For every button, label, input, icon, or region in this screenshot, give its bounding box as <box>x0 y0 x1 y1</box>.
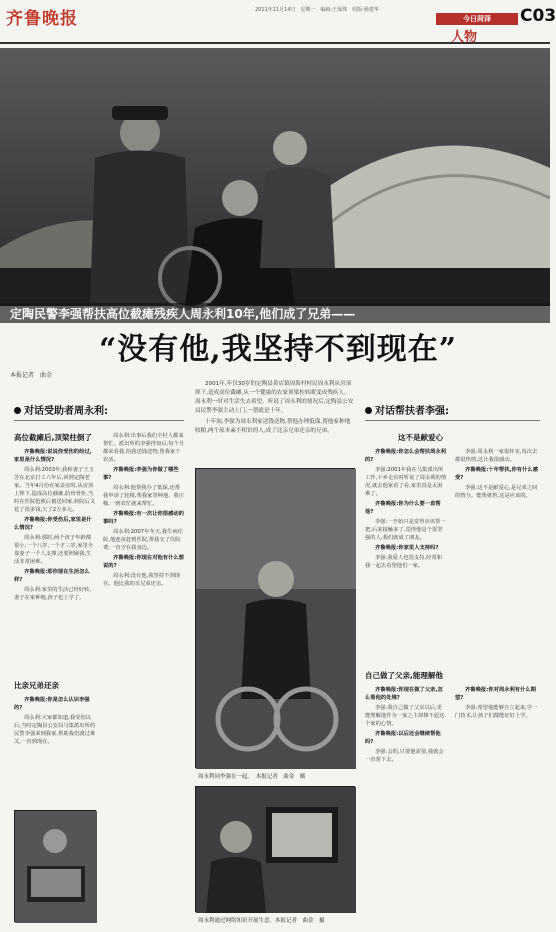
intro-paragraph: 2001年,年仅30岁的定陶县黄店镇周海村村民周永利从房顶摔下,造成高位截瘫,从一个健康的农家顶梁柱转眼变成残疾人。周永利一时对生活失去希望。听说了周永利的情况后,定陶县公安局民警李强主动上门,一帮就是十年。 <box>195 381 354 414</box>
qa-paragraph: 齐鲁晚报:你为什么要一直帮他? <box>365 501 441 515</box>
right-subheading-1: 这不是献爱心 <box>398 433 443 442</box>
right-column-2 <box>455 448 540 658</box>
photo-caption-1: 周永利同李强在一起。 本报记者 曲金 摄 <box>198 774 306 780</box>
newspaper-brand: 齐鲁晚报 <box>6 9 78 29</box>
qa-paragraph: 齐鲁晚报:十年帮扶,你有什么感受? <box>455 467 538 481</box>
intro-paragraph: 十年间,李强为周永利家送钱送物,帮他办理低保,帮他家种地收粮,两个原本素不相识的人,成了比亲兄弟还亲的兄弟。 <box>195 419 351 434</box>
qa-paragraph: 齐鲁晚报:那你现在生活怎么样? <box>14 569 90 583</box>
qa-paragraph: 李强:这不是献爱心,是兄弟之间的情分。能帮就帮,这是应该的。 <box>455 485 538 499</box>
photo-caption-2: 周永利通过网络知识开展生意。本报记者 曲金 摄 <box>198 918 325 924</box>
middle-intro <box>195 380 355 462</box>
right-section-heading: 对话帮扶者李强: <box>365 402 449 417</box>
left-section-heading: 对话受助者周永利: <box>14 402 108 417</box>
qa-paragraph: 齐鲁晚报:你家里人支持吗? <box>375 545 439 551</box>
article-title: “没有他,我坚持不到现在” <box>99 332 457 367</box>
left-column-1b <box>14 696 96 806</box>
qa-paragraph: 李强:2001年我在马集派出所工作,下乡走访时听说了周永利的情况,就去他家看了看,家里真是太困难了。 <box>365 467 447 497</box>
qa-paragraph: 齐鲁晚报:你现在做了父亲,怎么看他的处境? <box>365 687 443 701</box>
section-name: 人物 <box>451 30 478 45</box>
qa-paragraph: 周永利:2007年冬天,我生病住院,他连夜赶到医院,帮我交了住院费,一直守在我身边。 <box>103 529 183 551</box>
section-tag: 今日菏泽 <box>436 13 518 25</box>
bullet-icon <box>14 407 21 414</box>
article-byline: 本报记者 曲金 <box>10 372 53 379</box>
qa-paragraph: 齐鲁晚报:你是怎么认识李强的? <box>14 697 90 711</box>
wheelchair-photo <box>195 468 355 768</box>
left-subheading-1: 高位截瘫后,顶梁柱倒了 <box>14 433 92 442</box>
qa-paragraph: 齐鲁晚报:李强为你做了哪些事? <box>103 467 179 481</box>
bullet-icon <box>365 407 372 414</box>
qa-paragraph: 齐鲁晚报:以后还会继续帮他吗? <box>365 731 441 745</box>
qa-paragraph: 李强:我自己做了父亲以后,更能理解他作为一家之主却撑不起这个家的心情。 <box>365 705 445 727</box>
page-number: C03 <box>520 6 556 26</box>
right-column-4 <box>455 686 540 922</box>
article-subtitle: 定陶民警李强帮扶高位截瘫残疾人周永利10年,他们成了兄弟—— <box>10 307 356 321</box>
qa-paragraph: 李强:希望他能够自立起来,学一门技术,让孩子们都能好好上学。 <box>455 705 538 719</box>
divider <box>14 420 184 421</box>
qa-paragraph: 齐鲁晚报:你受伤后,家里是什么情况? <box>14 517 92 531</box>
qa-paragraph: 周永利:大家都知道,我受伤以后,当时定陶县公安局马集派出所的民警李强来到我家,帮助我们渡过难关,一直到现在。 <box>14 715 96 745</box>
qa-paragraph: 齐鲁晚报:你现在对他有什么想说的? <box>103 555 184 569</box>
qa-paragraph: 周永利:没有他,我坚持不到现在。他比我的亲兄弟还亲。 <box>103 573 181 587</box>
right-column-3 <box>365 686 447 922</box>
left-subheading-2: 比亲兄弟还亲 <box>14 681 59 690</box>
right-column-1 <box>365 448 447 658</box>
issue-meta: 2011年11月14日 星期一 编辑:王保珠 组版:杨建华 <box>255 7 379 13</box>
computer-photo <box>195 786 355 912</box>
qa-paragraph: 周永利:那时,两个孩子年龄都很小,一个八岁,一个才三岁,家里全靠妻子一个人支撑,还要照顾我,生活非常困难。 <box>14 535 94 565</box>
qa-paragraph: 李强:周永利一家很朴实,每次去都很热情,这让我很感动。 <box>455 449 538 463</box>
right-subheading-2: 自己做了父亲,能理解他 <box>365 671 443 680</box>
qa-paragraph: 周永利:他帮我办了低保,还帮我申请了轮椅,帮我家里种地、收庄稼,一到农忙就来帮忙。 <box>103 485 185 507</box>
laptop-photo <box>14 810 96 922</box>
qa-paragraph: 齐鲁晚报:你对周永利有什么期望? <box>455 687 536 701</box>
left-column-1 <box>14 448 96 673</box>
qa-paragraph: 齐鲁晚报:说说你受伤的经过,家里是什么情况? <box>14 449 92 463</box>
qa-paragraph: 李强:一开始只是觉得应该帮一把,后来接触多了,觉得他是个很坚强的人,我们就成了朋友。 <box>365 519 446 541</box>
qa-paragraph: 周永利:2003年,我和妻子王玉芳在北京打工六年后,回到定陶老家。当年4月份在家盖房时,从房顶上摔下,造成高位截瘫,肋骨骨折,当时在医院抢救后被送回家,转院后又花了很多钱,欠了2万多元。 <box>14 467 96 513</box>
qa-paragraph: 周永利:家里的生活已经好转,妻子在家种地,孩子也上学了。 <box>14 587 92 601</box>
divider <box>365 420 540 421</box>
masthead <box>0 0 556 45</box>
qa-paragraph: 周永利:出事后我们全村人都来帮忙。派出所的李强得知后,每个月都来看我,给我送钱送物,帮我家干农活。 <box>103 433 185 463</box>
qa-paragraph: 李强:我爱人也很支持,经常和我一起去看望他们一家。 <box>365 555 443 569</box>
left-column-2 <box>103 432 185 922</box>
main-photo <box>0 48 550 306</box>
qa-paragraph: 齐鲁晚报:有一次让你很感动的事吗? <box>103 511 184 525</box>
qa-paragraph: 齐鲁晚报:你怎么会帮扶周永利的? <box>365 449 446 463</box>
qa-paragraph: 李强:会的,只要他需要,我就会一直帮下去。 <box>365 749 444 763</box>
